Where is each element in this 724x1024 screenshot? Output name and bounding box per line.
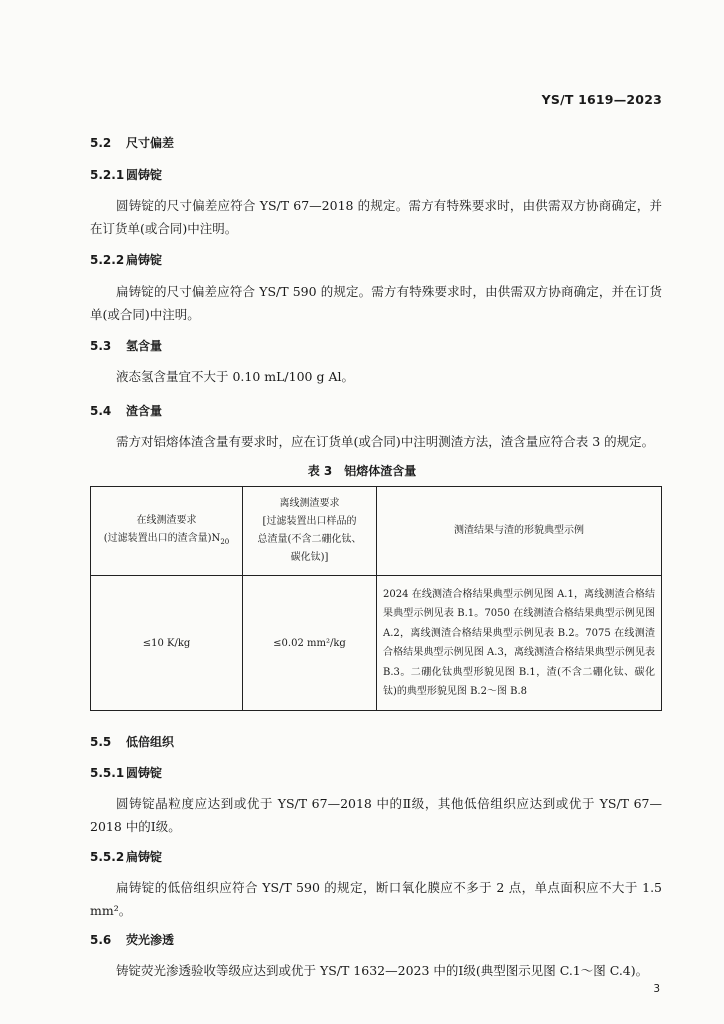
paragraph-fluorescent-penetrant: 铸锭荧光渗透验收等级应达到或优于 YS/T 1632—2023 中的Ⅰ级(典型图示见图 C.1～图 C.4)。 xyxy=(116,963,649,978)
header-online-requirement xyxy=(91,487,243,576)
section-title: 扁铸锭 xyxy=(126,850,163,864)
paragraph-round-ingot-macrostructure: 圆铸锭晶粒度应达到或优于 YS/T 67—2018 中的Ⅱ级，其他低倍组织应达到或优于 YS/T 67—2018 中的Ⅰ级。 xyxy=(90,796,662,834)
section-number: 5.5.2 xyxy=(90,850,125,864)
section-number: 5.3 xyxy=(90,339,112,353)
section-number: 5.2.1 xyxy=(90,168,125,182)
paragraph-slag-content: 需方对铝熔体渣含量有要求时，应在订货单(或合同)中注明测渣方法，渣含量应符合表 3 的规定。 xyxy=(116,434,655,449)
section-5-5-2-heading xyxy=(90,848,162,865)
header-text: 离线测渣要求 xyxy=(279,498,340,509)
standard-code: YS/T 1619—2023 xyxy=(541,92,662,107)
section-title: 氢含量 xyxy=(126,339,163,353)
header-text: 碳化钛)] xyxy=(290,552,329,563)
section-title: 低倍组织 xyxy=(126,735,175,749)
section-5-2-1-heading xyxy=(90,166,162,183)
section-number: 5.2.2 xyxy=(90,253,125,267)
header-text: (过滤装置出口的渣含量)$N_{20}$ xyxy=(103,532,230,546)
section-number: 5.6 xyxy=(90,933,112,947)
header-text: 在线测渣要求 xyxy=(136,514,197,526)
section-title: 渣含量 xyxy=(126,404,163,418)
paragraph-hydrogen-content: 液态氢含量宜不大于 0.10 mL/100 g Al。 xyxy=(116,369,354,384)
section-5-2-heading xyxy=(90,134,174,151)
header-text: [过滤装置出口样品的 xyxy=(262,516,357,527)
section-number: 5.2 xyxy=(90,136,112,150)
section-number: 5.4 xyxy=(90,404,112,418)
section-number: 5.5 xyxy=(90,735,112,749)
cell-online-value: ≤10 K/kg xyxy=(91,576,243,711)
section-number: 5.5.1 xyxy=(90,766,125,780)
page-number: 3 xyxy=(653,983,660,995)
cell-examples: 2024 在线测渣合格结果典型示例见图 A.1，离线测渣合格结果典型示例见表 B.1。7050 在线测渣合格结果典型示例见图 A.2，离线测渣合格结果典型示例见表 B.2。7075 在线测渣合格结果典型示例见图 A.3，离线测渣合格结果典型示例见表 B.3。二硼化钛典型形貌见图 B.1，渣(不含二硼化钛、碳化钛)的典型形貌见图 B.2～图 B.8 xyxy=(377,576,662,711)
table-row xyxy=(91,576,662,711)
paragraph-round-ingot-dimension: 圆铸锭的尺寸偏差应符合 YS/T 67—2018 的规定。需方有特殊要求时，由供需双方协商确定，并在订货单(或合同)中注明。 xyxy=(90,198,662,236)
header-text: 总渣量(不含二硼化钛、 xyxy=(257,534,362,545)
table-3-caption: 表 3 铝熔体渣含量 xyxy=(307,464,417,478)
header-offline-requirement xyxy=(243,487,377,576)
section-title: 圆铸锭 xyxy=(126,168,163,182)
header-typical-examples: 测渣结果与渣的形貌典型示例 xyxy=(377,487,662,576)
table-header-row xyxy=(91,487,662,576)
slag-content-table xyxy=(90,486,662,711)
cell-offline-value: ≤0.02 mm²/kg xyxy=(243,576,377,711)
section-title: 圆铸锭 xyxy=(126,766,163,780)
section-title: 扁铸锭 xyxy=(126,253,163,267)
section-5-2-2-heading xyxy=(90,251,162,268)
section-5-3-heading xyxy=(90,337,162,354)
section-5-5-heading xyxy=(90,733,174,750)
paragraph-flat-ingot-dimension: 扁铸锭的尺寸偏差应符合 YS/T 590 的规定。需方有特殊要求时，由供需双方协商确定，并在订货单(或合同)中注明。 xyxy=(90,284,662,322)
section-5-6-heading xyxy=(90,931,174,948)
paragraph-flat-ingot-macrostructure: 扁铸锭的低倍组织应符合 YS/T 590 的规定，断口氧化膜应不多于 2 点，单点面积应不大于 1.5 mm²。 xyxy=(90,880,662,918)
section-5-4-heading xyxy=(90,402,162,419)
section-5-5-1-heading xyxy=(90,764,162,781)
section-title: 尺寸偏差 xyxy=(126,136,175,150)
section-title: 荧光渗透 xyxy=(126,933,175,947)
